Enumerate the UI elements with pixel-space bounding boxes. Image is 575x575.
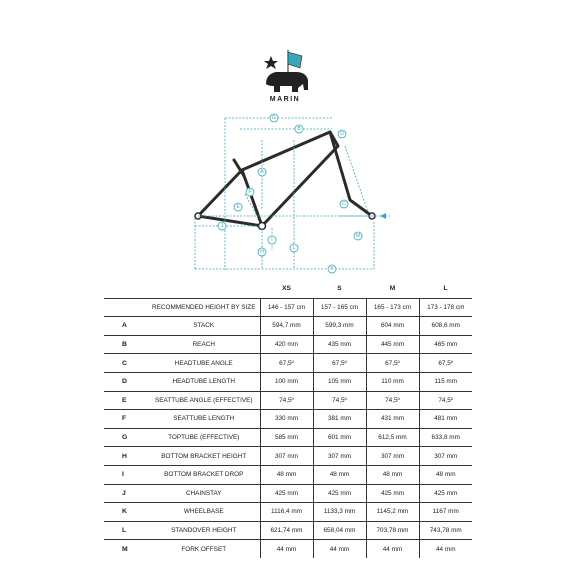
marker-F bbox=[246, 188, 254, 196]
table-cell: 608,6 mm bbox=[419, 317, 472, 336]
table-cell: 703,78 mm bbox=[366, 521, 419, 540]
table-cell: 604 mm bbox=[366, 317, 419, 336]
svg-text:M: M bbox=[355, 233, 361, 239]
marker-G bbox=[270, 114, 278, 122]
table-cell: 110 mm bbox=[366, 372, 419, 391]
table-cell: 425 mm bbox=[260, 484, 313, 503]
table-cell: 1145,2 mm bbox=[366, 503, 419, 522]
marker-C bbox=[340, 200, 348, 208]
marker-M bbox=[354, 232, 362, 240]
table-row bbox=[104, 410, 472, 429]
bear-flag-logo-icon bbox=[264, 50, 308, 92]
frame-geometry-diagram bbox=[0, 0, 575, 280]
marker-L bbox=[290, 244, 298, 252]
table-cell: 307 mm bbox=[260, 447, 313, 466]
table-cell: 307 mm bbox=[419, 447, 472, 466]
row-label: STACK bbox=[148, 317, 260, 336]
table-cell: 67,5º bbox=[260, 354, 313, 373]
table-cell: 658,04 mm bbox=[313, 521, 366, 540]
svg-text:F: F bbox=[248, 189, 252, 195]
table-row bbox=[104, 484, 472, 503]
table-row bbox=[104, 521, 472, 540]
table-row bbox=[104, 503, 472, 522]
row-key: L bbox=[104, 521, 148, 540]
marker-E bbox=[234, 203, 242, 211]
row-label: TOPTUBE (EFFECTIVE) bbox=[148, 428, 260, 447]
row-key: G bbox=[104, 428, 148, 447]
marker-H bbox=[258, 248, 266, 256]
svg-text:B: B bbox=[297, 126, 301, 132]
row-label: BOTTOM BRACKET HEIGHT bbox=[148, 447, 260, 466]
table-row bbox=[104, 428, 472, 447]
row-label: WHEELBASE bbox=[148, 503, 260, 522]
arrow-right-icon bbox=[380, 213, 386, 219]
size-header-l: L bbox=[443, 285, 448, 293]
table-row bbox=[104, 354, 472, 373]
row-key: E bbox=[104, 391, 148, 410]
row-key: A bbox=[104, 317, 148, 336]
size-header-row bbox=[104, 280, 472, 298]
svg-text:E: E bbox=[236, 204, 240, 210]
table-cell: 307 mm bbox=[366, 447, 419, 466]
table-cell: 425 mm bbox=[313, 484, 366, 503]
row-label: STANDOVER HEIGHT bbox=[148, 521, 260, 540]
table-cell: 425 mm bbox=[366, 484, 419, 503]
svg-text:I: I bbox=[271, 237, 273, 243]
table-cell: 481 mm bbox=[419, 410, 472, 429]
table-cell: 612,5 mm bbox=[366, 428, 419, 447]
row-key: B bbox=[104, 335, 148, 354]
table-row bbox=[104, 317, 472, 336]
table-cell: 74,5º bbox=[419, 391, 472, 410]
row-label: SEATTUBE ANGLE (EFFECTIVE) bbox=[148, 391, 260, 410]
svg-text:C: C bbox=[342, 201, 346, 207]
table-cell: 585 mm bbox=[260, 428, 313, 447]
size-header-xs: XS bbox=[282, 285, 291, 293]
marker-J bbox=[218, 222, 226, 230]
marker-B bbox=[295, 125, 303, 133]
table-row bbox=[104, 391, 472, 410]
table-cell: 48 mm bbox=[366, 465, 419, 484]
row-key: K bbox=[104, 503, 148, 522]
table-row bbox=[104, 335, 472, 354]
row-label: CHAINSTAY bbox=[148, 484, 260, 503]
table-cell: 100 mm bbox=[260, 372, 313, 391]
table-cell: 48 mm bbox=[260, 465, 313, 484]
brand-name: MARIN bbox=[269, 96, 301, 103]
svg-text:G: G bbox=[272, 115, 276, 121]
table-cell: 44 mm bbox=[313, 540, 366, 558]
row-key: D bbox=[104, 372, 148, 391]
row-label: FORK OFFSET bbox=[148, 540, 260, 558]
table-cell: 173 - 178 cm bbox=[419, 298, 472, 317]
row-label: HEADTUBE LENGTH bbox=[148, 372, 260, 391]
table-cell: 44 mm bbox=[419, 540, 472, 558]
table-cell: 743,78 mm bbox=[419, 521, 472, 540]
table-cell: 435 mm bbox=[313, 335, 366, 354]
table-cell: 1167 mm bbox=[419, 503, 472, 522]
row-key: M bbox=[104, 540, 148, 558]
table-cell: 431 mm bbox=[366, 410, 419, 429]
recommended-height-label: RECOMMENDED HEIGHT BY SIZE bbox=[148, 298, 260, 317]
table-cell: 157 - 165 cm bbox=[313, 298, 366, 317]
table-cell: 67,5º bbox=[419, 354, 472, 373]
svg-text:J: J bbox=[220, 223, 224, 229]
table-cell: 381 mm bbox=[313, 410, 366, 429]
row-key: I bbox=[104, 465, 148, 484]
table-cell: 425 mm bbox=[419, 484, 472, 503]
table-cell: 165 - 173 cm bbox=[366, 298, 419, 317]
table-row bbox=[104, 372, 472, 391]
table-cell: 621,74 mm bbox=[260, 521, 313, 540]
marker-K bbox=[328, 265, 336, 273]
table-cell: 1116,4 mm bbox=[260, 503, 313, 522]
table-cell: 74,5º bbox=[366, 391, 419, 410]
table-cell: 445 mm bbox=[366, 335, 419, 354]
table-cell: 1133,3 mm bbox=[313, 503, 366, 522]
svg-text:L: L bbox=[292, 245, 296, 251]
marker-I bbox=[268, 236, 276, 244]
table-cell: 74,5º bbox=[313, 391, 366, 410]
row-label: HEADTUBE ANGLE bbox=[148, 354, 260, 373]
marker-D bbox=[338, 130, 346, 138]
table-row bbox=[104, 540, 472, 558]
table-cell: 67,5º bbox=[366, 354, 419, 373]
table-cell: 601 mm bbox=[313, 428, 366, 447]
table-cell: 146 - 157 cm bbox=[260, 298, 313, 317]
table-cell: 330 mm bbox=[260, 410, 313, 429]
table-cell: 594,7 mm bbox=[260, 317, 313, 336]
bike-frame bbox=[198, 132, 372, 226]
table-cell: 74,5º bbox=[260, 391, 313, 410]
row-key: J bbox=[104, 484, 148, 503]
marker-A bbox=[258, 168, 266, 176]
table-cell: 465 mm bbox=[419, 335, 472, 354]
svg-text:H: H bbox=[260, 249, 264, 255]
table-cell: 48 mm bbox=[419, 465, 472, 484]
table-cell: 67,5º bbox=[313, 354, 366, 373]
table-cell: 105 mm bbox=[313, 372, 366, 391]
geometry-table bbox=[104, 280, 472, 558]
table-cell: 44 mm bbox=[366, 540, 419, 558]
size-header-m: M bbox=[389, 285, 396, 293]
row-key: H bbox=[104, 447, 148, 466]
table-cell: 633,8 mm bbox=[419, 428, 472, 447]
svg-text:K: K bbox=[330, 266, 334, 272]
table-cell: 599,3 mm bbox=[313, 317, 366, 336]
row-label: BOTTOM BRACKET DROP bbox=[148, 465, 260, 484]
table-cell: 420 mm bbox=[260, 335, 313, 354]
recommended-height-row bbox=[104, 298, 472, 317]
size-header-s: S bbox=[337, 285, 342, 293]
table-cell: 48 mm bbox=[313, 465, 366, 484]
row-key: C bbox=[104, 354, 148, 373]
dimension-markers bbox=[218, 114, 362, 273]
table-row bbox=[104, 447, 472, 466]
row-label: REACH bbox=[148, 335, 260, 354]
table-row bbox=[104, 465, 472, 484]
row-key: F bbox=[104, 410, 148, 429]
svg-text:D: D bbox=[340, 131, 344, 137]
row-label: SEATTUBE LENGTH bbox=[148, 410, 260, 429]
table-cell: 307 mm bbox=[313, 447, 366, 466]
svg-text:A: A bbox=[260, 169, 264, 175]
table-cell: 115 mm bbox=[419, 372, 472, 391]
table-cell: 44 mm bbox=[260, 540, 313, 558]
